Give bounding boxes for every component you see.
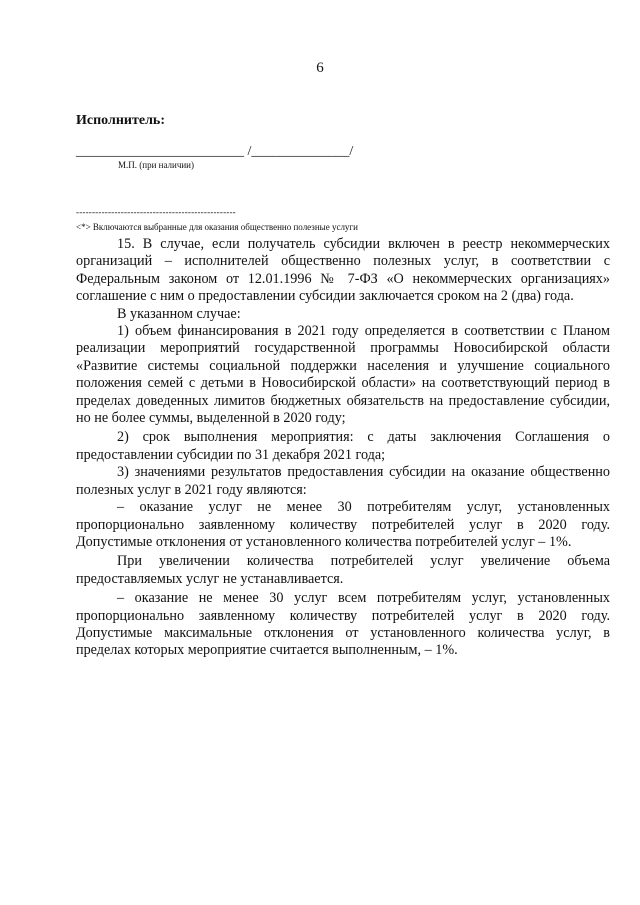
- paragraph-increase: При увеличении количества потребителей услуг увеличение объема предоставляемых услуг не устанавливается.: [76, 553, 610, 587]
- paragraph-consumers: – оказание услуг не менее 30 потребителям услуг, установленных пропорционально заявленному количеству потребителей услуг в 2020 году. Допустимые отклонения от установленного количества потребителей услуг – 1%.: [76, 499, 610, 550]
- page-number: 6: [316, 60, 324, 76]
- paragraph-in-this-case: В указанном случае:: [117, 305, 241, 322]
- document-body: [76, 236, 610, 660]
- paragraph-term: 2) срок выполнения мероприятия: с даты заключения Соглашения о предоставлении субсидии по 31 декабря 2021 года;: [76, 429, 610, 463]
- paragraph-results: 3) значениями результатов предоставления субсидии на оказание общественно полезных услуг в 2021 году являются:: [76, 464, 610, 498]
- paragraph-services: – оказание не менее 30 услуг всем потребителям услуг, установленных пропорционально заявленному количеству потребителей услуг в 2020 году. Допустимые максимальные отклонения от установленного количества услуг, в пределах которых мероприятие считается выполненным, – 1%.: [76, 590, 610, 659]
- paragraph-item-15: 15. В случае, если получатель субсидии включен в реестр некоммерческих организаций – исполнителей общественно полезных услуг, в соответствии с Федеральным законом от 12.01.1996 № 7-ФЗ «О некоммерческих организациях» соглашение с ним о предоставлении субсидии заключается сроком на 2 (два) года.: [76, 236, 610, 305]
- footnote-text: <*> Включаются выбранные для оказания общественно полезные услуги: [76, 222, 358, 232]
- executor-heading: Исполнитель:: [76, 113, 165, 128]
- seal-note: М.П. (при наличии): [118, 160, 194, 170]
- footnote-separator: --------------------------------------------------: [76, 207, 236, 217]
- signature-line: ________________________ /______________/: [76, 144, 354, 159]
- paragraph-financing: 1) объем финансирования в 2021 году определяется в соответствии с Планом реализации мероприятий государственной программы Новосибирской области «Развитие системы социальной поддержки населения и улучшение социального положения семей с детьми в Новосибирской области» на соответствующий период в пределах доведенных лимитов бюджетных обязательств на предоставление субсидии, но не более суммы, выделенной в 2020 году;: [76, 323, 610, 427]
